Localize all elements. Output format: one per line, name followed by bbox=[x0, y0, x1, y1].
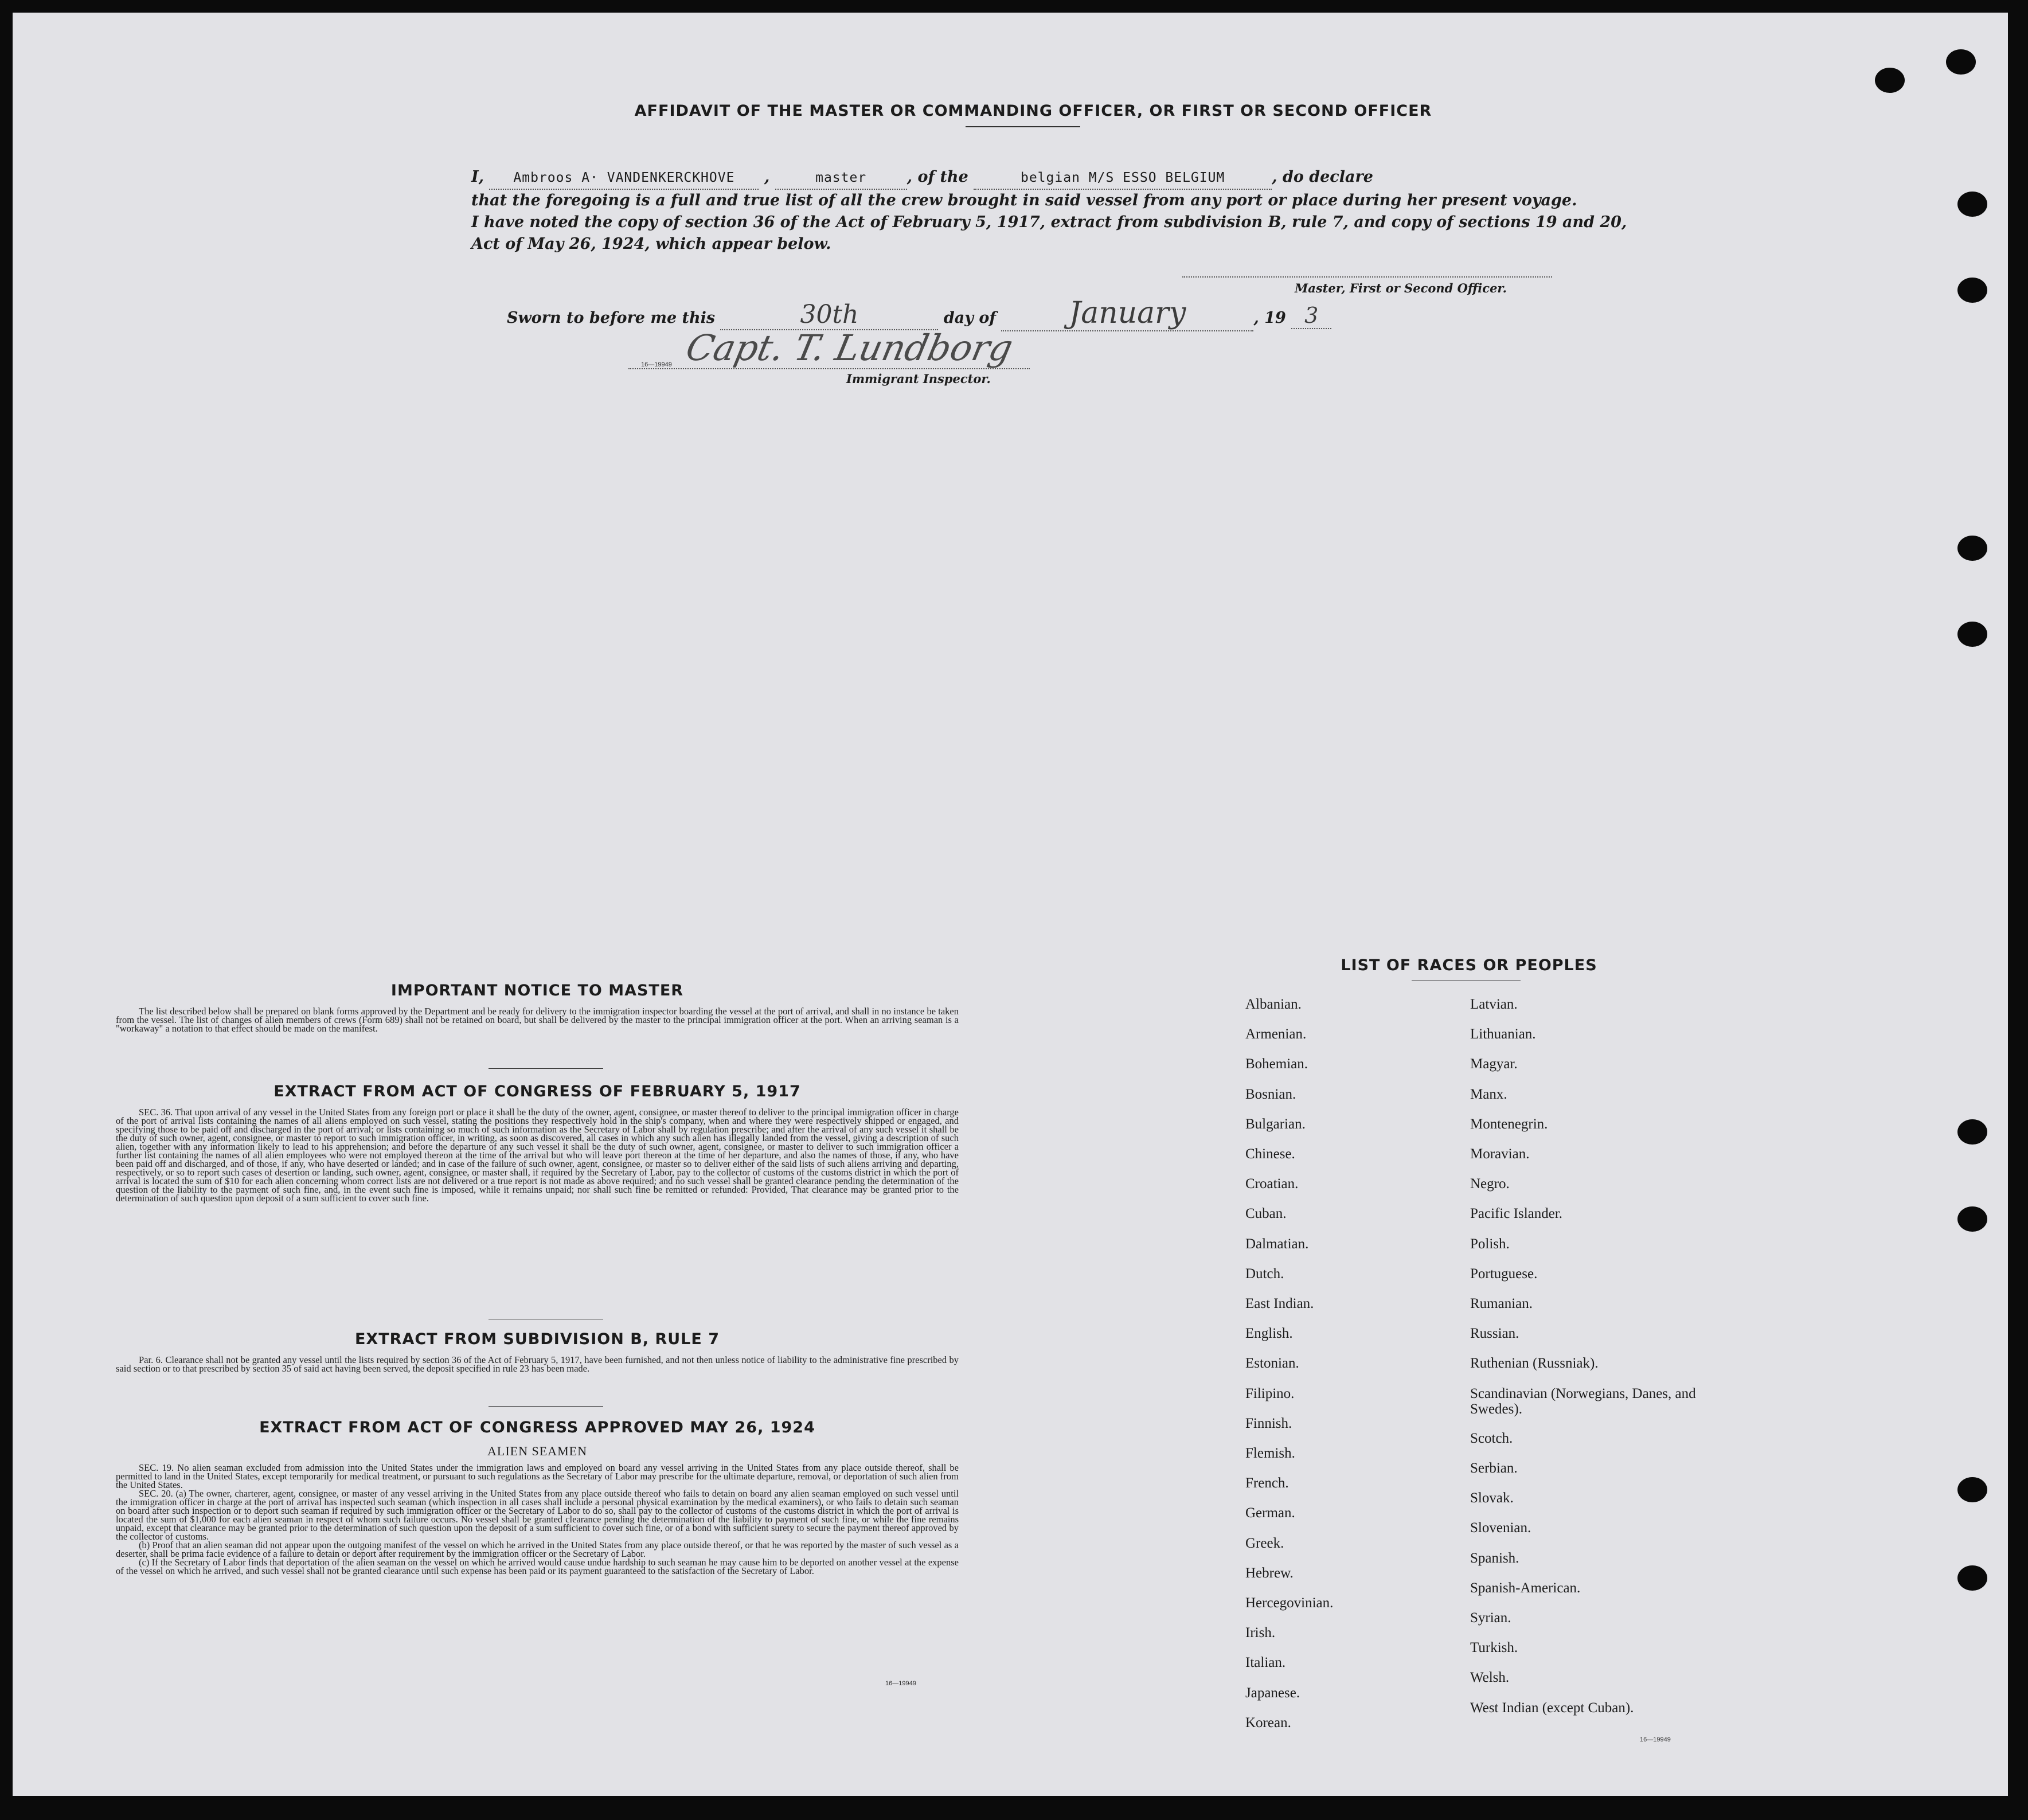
day-of-label: day of bbox=[943, 309, 996, 327]
race-item: Russian. bbox=[1470, 1326, 1519, 1342]
race-item: Latvian. bbox=[1470, 997, 1518, 1012]
race-item: Hebrew. bbox=[1245, 1565, 1294, 1581]
race-item: Dalmatian. bbox=[1245, 1236, 1309, 1252]
race-item: Cuban. bbox=[1245, 1206, 1287, 1222]
form-number: 16—19949 bbox=[641, 361, 672, 368]
binder-hole bbox=[1957, 1565, 1987, 1591]
race-item: Spanish-American. bbox=[1470, 1580, 1581, 1596]
affidavit-title: AFFIDAVIT OF THE MASTER OR COMMANDING OFFICER, OR FIRST OR SECOND OFFICER bbox=[634, 102, 1432, 120]
race-item: Turkish. bbox=[1470, 1640, 1518, 1656]
alien-seamen-subtitle: ALIEN SEAMEN bbox=[487, 1444, 587, 1458]
race-item: Spanish. bbox=[1470, 1550, 1519, 1566]
race-item: Irish. bbox=[1245, 1625, 1276, 1641]
race-item: Ruthenian (Russniak). bbox=[1470, 1356, 1599, 1372]
race-item: Magyar. bbox=[1470, 1056, 1518, 1072]
extract-rule7-text bbox=[116, 1356, 959, 1373]
binder-hole bbox=[1957, 192, 1987, 217]
notice-paragraph: The list described below shall be prepared on blank forms approved by the Department and be ready for delivery to the immigration inspector boarding the vessel at the port of arrival, and shall in no instance be taken from the vessel. The list of changes of alien members of crews (Form 689) shall not be retained on board, but shall be delivered by the master to the principal immigration officer at the port. When an arriving seaman is a "workaway" a notation to that effect should be made on the manifest. bbox=[116, 1006, 959, 1034]
rule7-paragraph: Par. 6. Clearance shall not be granted any vessel until the lists required by section 36 of the Act of February 5, 1917, have been furnished, and not then unless notice of liability to the administrative fine prescribed by said section or to that prescribed by section 35 of said act having been served, the deposit specified in rule 23 has been made. bbox=[116, 1354, 959, 1374]
race-item: Italian. bbox=[1245, 1655, 1286, 1671]
race-item: Montenegrin. bbox=[1470, 1116, 1548, 1132]
race-item: Flemish. bbox=[1245, 1446, 1295, 1461]
section-20b-paragraph: (b) Proof that an alien seaman did not appear upon the outgoing manifest of the vessel on which he arrived in the United States from any place outside thereof, or that he was reported by the master of such vessel as a deserter, shall be prima facie evidence of a failure to detain or deport after requirement by the immigration officer or the Secretary of Labor. bbox=[116, 1540, 959, 1559]
section-19-paragraph: SEC. 19. No alien seaman excluded from admission into the United States under the immigration laws and employed on board any vessel arriving in the United States from any place outside thereof, shall be permitted to land in the United States, except temporarily for medical treatment, or pursuant to such regulations as the Secretary of Labor may prescribe for the ultimate departure, removal, or deportation of such alien from the United States. bbox=[116, 1462, 959, 1490]
inspector-caption: Immigrant Inspector. bbox=[846, 372, 991, 386]
sworn-label: Sworn to before me this bbox=[507, 309, 716, 327]
declaration-line-2: that the foregoing is a full and true list of all the crew brought in said vessel from any port or place during her present voyage. bbox=[471, 192, 1577, 209]
section-36-paragraph: SEC. 36. That upon arrival of any vessel in the United States from any foreign port or place it shall be the duty of the owner, agent, consignee, or master thereof to deliver to the principal immigration officer in charge of the port of arrival lists containing the names of all aliens employed on such vessel, stating the positions they respectively hold in the ship's company, when and where they were respectively shipped or engaged, and specifying those to be paid off and discharged in the port of arrival; or lists containing so much of such information as the Secretary of Labor shall by regulation prescribe; and after the arrival of any such vessel it shall be the duty of such owner, agent, consignee, or master to report to such immigration officer, in writing, as soon as discovered, all cases in which any such alien has illegally landed from the vessel, giving a description of such alien, together with any information likely to lead to his apprehension; and before the departure of any such vessel it shall be the duty of such owner, agent, consignee, or master to deliver to such immigration officer a further list containing the names of all alien employees who were not employed thereon at the time of the arrival but who will leave port thereon at the time of her departure, and also the names of those, if any, who have been paid off and discharged, and of those, if any, who have deserted or landed; and in case of the failure of such owner, agent, consignee, or master so to deliver either of the said lists of such aliens arriving and departing, respectively, or so to report such cases of desertion or landing, such owner, agent, consignee, or master shall, if required by the Secretary of Labor, pay to the collector of customs of the customs district in which the port of arrival is located the sum of $10 for each alien concerning whom correct lists are not delivered or a true report is not made as above required; and no such vessel shall be granted clearance pending the determination of the question of the liability to the payment of such fine, and, in the event such fine is imposed, while it remains unpaid; nor shall such fine be remitted or refunded: Provided, That clearance may be granted prior to the determination of such question upon deposit of a sum sufficient to cover such fine. bbox=[116, 1107, 959, 1204]
sworn-day-field: 30th bbox=[720, 300, 938, 330]
race-item: Pacific Islander. bbox=[1470, 1206, 1563, 1222]
binder-hole bbox=[1957, 1119, 1987, 1145]
master-name-field: Ambroos A· VANDENKERCKHOVE bbox=[489, 167, 759, 190]
section-20c-paragraph: (c) If the Secretary of Labor finds that deportation of the alien seaman on the vessel on which he arrived would cause undue hardship to such seaman he may cause him to be deported on another vessel at the expense of the vessel on which he arrived, and such vessel shall not be granted clearance until such expense has been paid or its payment guaranteed to the satisfaction of the Secretary of Labor. bbox=[116, 1557, 959, 1576]
race-item: Croatian. bbox=[1245, 1176, 1299, 1192]
divider bbox=[966, 126, 1080, 127]
extract-1924-title: EXTRACT FROM ACT OF CONGRESS APPROVED MAY 26, 1924 bbox=[259, 1419, 815, 1436]
document-page bbox=[13, 13, 2008, 1796]
race-item: Hercegovinian. bbox=[1245, 1595, 1334, 1611]
year-prefix: , 19 bbox=[1253, 309, 1286, 327]
divider bbox=[489, 1406, 603, 1407]
declaration-prefix: I, bbox=[471, 168, 484, 186]
race-item: Dutch. bbox=[1245, 1266, 1284, 1282]
section-20a-paragraph: SEC. 20. (a) The owner, charterer, agent, consignee, or master of any vessel arriving in the United States from any place outside thereof who fails to detain on board any alien seaman employed on such vessel until the immigration officer in charge at the port of arrival has inspected such seaman (which inspection in all cases shall include a personal physical examination by the medical examiners), or who fails to detain such seaman on board after such inspection or to deport such seaman if required by such immigration officer or the Secretary of Labor to do so, shall pay to the collector of customs of the customs district in which the port of arrival is located the sum of $1,000 for each alien seaman in respect of whom such failure occurs. No vessel shall be granted clearance pending the determination of the liability to payment of such fine, or while the fine remains unpaid, except that clearance may be granted prior to the determination of such question upon the deposit of a sum sufficient to cover such fine, or of a bond with sufficient surety to secure the payment thereof approved by the collector of customs. bbox=[116, 1488, 959, 1542]
declaration-suffix: , do declare bbox=[1272, 168, 1373, 186]
race-item: East Indian. bbox=[1245, 1296, 1314, 1311]
race-item: Albanian. bbox=[1245, 997, 1302, 1012]
inspector-signature-line bbox=[628, 368, 1030, 369]
race-item: Japanese. bbox=[1245, 1685, 1300, 1701]
race-item: West Indian (except Cuban). bbox=[1470, 1700, 1634, 1716]
binder-hole bbox=[1957, 536, 1987, 561]
master-caption: Master, First or Second Officer. bbox=[1295, 281, 1507, 295]
binder-hole bbox=[1957, 622, 1987, 647]
sworn-year-field: 3 bbox=[1291, 303, 1331, 329]
notice-title: IMPORTANT NOTICE TO MASTER bbox=[390, 982, 684, 999]
race-item: Korean. bbox=[1245, 1714, 1291, 1731]
race-item: Manx. bbox=[1470, 1086, 1507, 1102]
vessel-field: belgian M/S ESSO BELGIUM bbox=[974, 167, 1272, 190]
inspector-signature: Capt. T. Lundborg bbox=[682, 327, 1017, 369]
extract-rule7-title: EXTRACT FROM SUBDIVISION B, RULE 7 bbox=[354, 1330, 720, 1348]
race-item: Serbian. bbox=[1470, 1460, 1518, 1476]
form-number: 16—19949 bbox=[885, 1680, 916, 1687]
race-item: Scotch. bbox=[1470, 1430, 1513, 1446]
race-item: Rumanian. bbox=[1470, 1296, 1533, 1311]
race-item: Syrian. bbox=[1470, 1610, 1511, 1626]
extract-1924-text bbox=[116, 1463, 959, 1575]
race-item: Welsh. bbox=[1470, 1670, 1510, 1686]
race-item: English. bbox=[1245, 1326, 1293, 1342]
race-item: German. bbox=[1245, 1505, 1295, 1521]
race-item: Scandinavian (Norwegians, Danes, and Swedes). bbox=[1470, 1385, 1696, 1417]
binder-hole bbox=[1875, 68, 1905, 93]
race-item: Slovak. bbox=[1470, 1490, 1514, 1506]
binder-hole bbox=[1957, 278, 1987, 303]
race-item: Moravian. bbox=[1470, 1146, 1530, 1162]
race-item: Slovenian. bbox=[1470, 1520, 1531, 1536]
affidavit-declaration bbox=[471, 166, 1627, 255]
master-signature-line bbox=[1182, 276, 1552, 278]
races-title: LIST OF RACES OR PEOPLES bbox=[1341, 956, 1597, 974]
race-item: Estonian. bbox=[1245, 1356, 1299, 1372]
race-item: Portuguese. bbox=[1470, 1266, 1538, 1282]
race-item: Polish. bbox=[1470, 1236, 1510, 1252]
race-item: Negro. bbox=[1470, 1176, 1510, 1192]
declaration-line-1: I, Ambroos A· VANDENKERCKHOVE , master , of the belgian M/S ESSO BELGIUM , do declare bbox=[471, 166, 1595, 190]
extract-1917-title: EXTRACT FROM ACT OF CONGRESS OF FEBRUARY 5, 1917 bbox=[273, 1083, 801, 1100]
race-item: Bulgarian. bbox=[1245, 1116, 1306, 1132]
race-item: Finnish. bbox=[1245, 1415, 1292, 1431]
declaration-line-4: Act of May 26, 1924, which appear below. bbox=[471, 235, 831, 253]
race-item: Armenian. bbox=[1245, 1026, 1307, 1042]
race-item: Bosnian. bbox=[1245, 1086, 1296, 1102]
race-item: Greek. bbox=[1245, 1535, 1284, 1551]
race-item: Filipino. bbox=[1245, 1385, 1295, 1401]
extract-1917-text bbox=[116, 1108, 959, 1202]
form-number: 16—19949 bbox=[1640, 1736, 1671, 1743]
race-item: Chinese. bbox=[1245, 1146, 1295, 1162]
sworn-line bbox=[507, 296, 1331, 331]
divider bbox=[489, 1068, 603, 1069]
declaration-connector: , of the bbox=[906, 168, 968, 186]
rank-field: master bbox=[775, 167, 907, 190]
race-item: Lithuanian. bbox=[1470, 1026, 1536, 1042]
race-item: French. bbox=[1245, 1475, 1289, 1491]
declaration-line-3: I have noted the copy of section 36 of the Act of February 5, 1917, extract from subdivision B, rule 7, and copy of sections 19 and 20, bbox=[471, 213, 1627, 231]
notice-text bbox=[116, 1007, 959, 1033]
binder-hole bbox=[1957, 1206, 1987, 1232]
sworn-month-field: January bbox=[1001, 296, 1253, 331]
binder-hole bbox=[1957, 1477, 1987, 1502]
race-item: Bohemian. bbox=[1245, 1056, 1308, 1072]
binder-hole bbox=[1946, 49, 1976, 75]
